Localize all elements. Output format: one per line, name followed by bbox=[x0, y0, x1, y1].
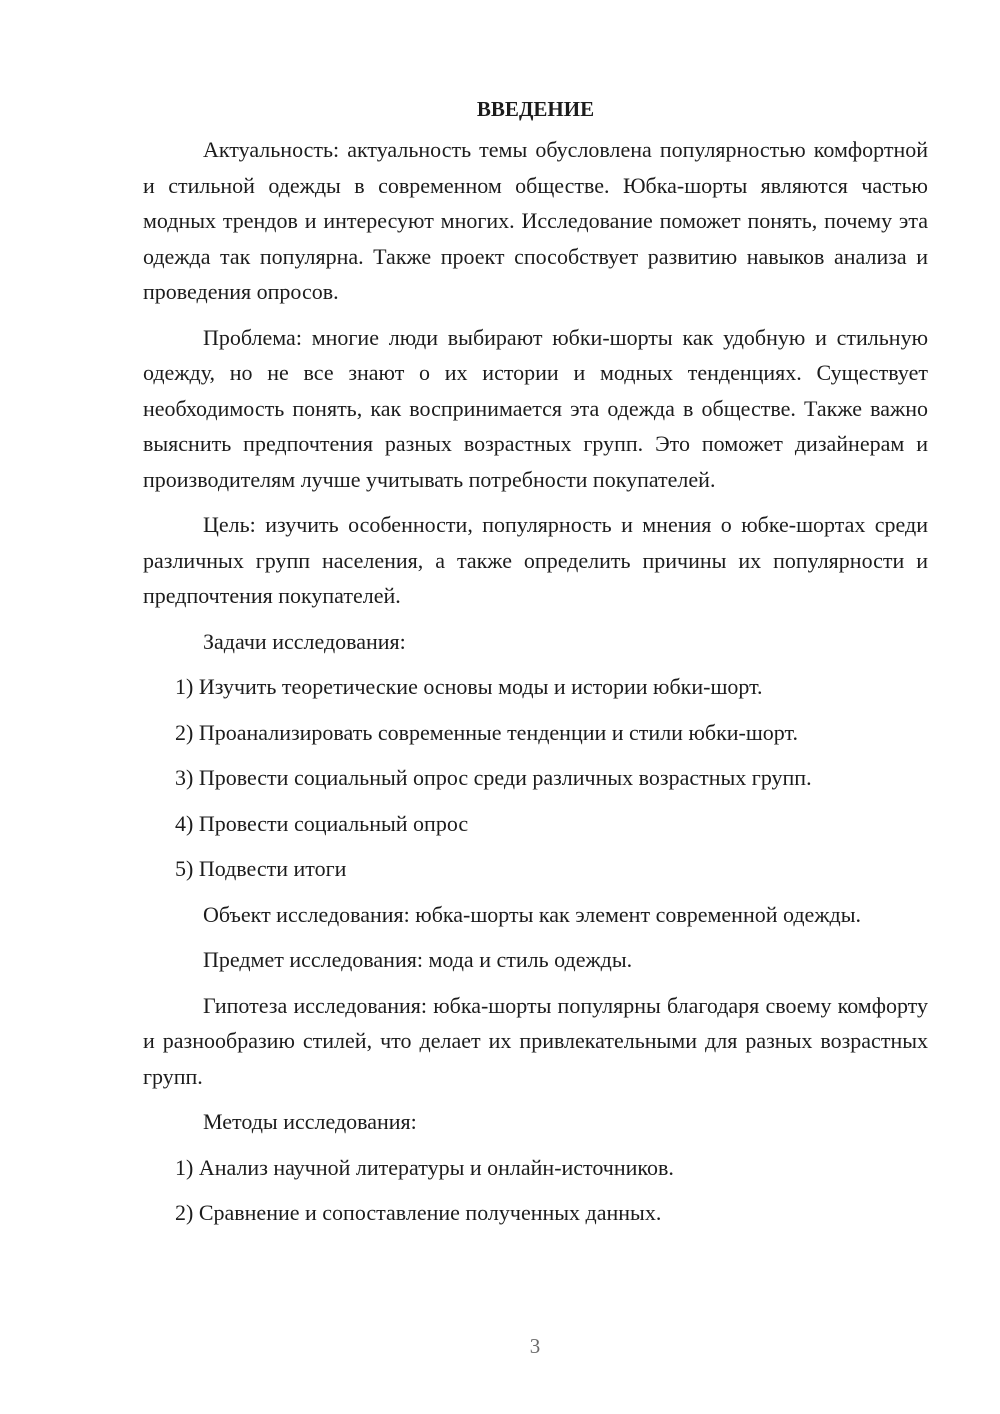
page-title: ВВЕДЕНИЕ bbox=[476, 97, 595, 121]
task-item: 2) Проанализировать современные тенденции и стили юбки-шорт. bbox=[175, 719, 798, 745]
task-item: 5) Подвести итоги bbox=[175, 856, 347, 881]
method-item: 1) Анализ научной литературы и онлайн-источников. bbox=[175, 1154, 674, 1180]
goal-paragraph: Цель: изучить особенности, популярность и мнения о юбке-шортах среди различных групп населения, а также определить причины их популярности и предпочтения покупателей. bbox=[143, 512, 928, 608]
problem-paragraph: Проблема: многие люди выбирают юбки-шорты как удобную и стильную одежду, но не все знают о их истории и модных тенденциях. Существует необходимость понять, как воспринимается эта одежда в обществе. Также важно выяснить предпочтения разных возрастных групп. Это поможет дизайнерам и производителям лучше учитывать потребности покупателей. bbox=[143, 324, 928, 492]
page-number: 3 bbox=[529, 1334, 541, 1358]
tasks-heading: Задачи исследования: bbox=[203, 628, 406, 654]
method-item: 2) Сравнение и сопоставление полученных данных. bbox=[175, 1200, 662, 1225]
relevance-paragraph: Актуальность: актуальность темы обусловлена популярностью комфортной и стильной одежды в современном обществе. Юбка-шорты являются частью модных трендов и интересуют многих. Исследование поможет понять, почему эта одежда так популярна. Также проект способствует развитию навыков анализа и проведения опросов. bbox=[143, 137, 928, 304]
methods-heading: Методы исследования: bbox=[203, 1109, 417, 1134]
hypothesis-paragraph: Гипотеза исследования: юбка-шорты популярны благодаря своему комфорту и разнообразию стилей, что делает их привлекательными для разных возрастных групп. bbox=[143, 992, 928, 1089]
object-paragraph: Объект исследования: юбка-шорты как элемент современной одежды. bbox=[203, 901, 861, 927]
task-item: 3) Провести социальный опрос среди различных возрастных групп. bbox=[175, 765, 812, 790]
subject-paragraph: Предмет исследования: мода и стиль одежды. bbox=[203, 947, 633, 972]
task-item: 1) Изучить теоретические основы моды и истории юбки-шорт. bbox=[175, 674, 763, 699]
task-item: 4) Провести социальный опрос bbox=[175, 810, 469, 836]
page-content bbox=[143, 92, 928, 1241]
